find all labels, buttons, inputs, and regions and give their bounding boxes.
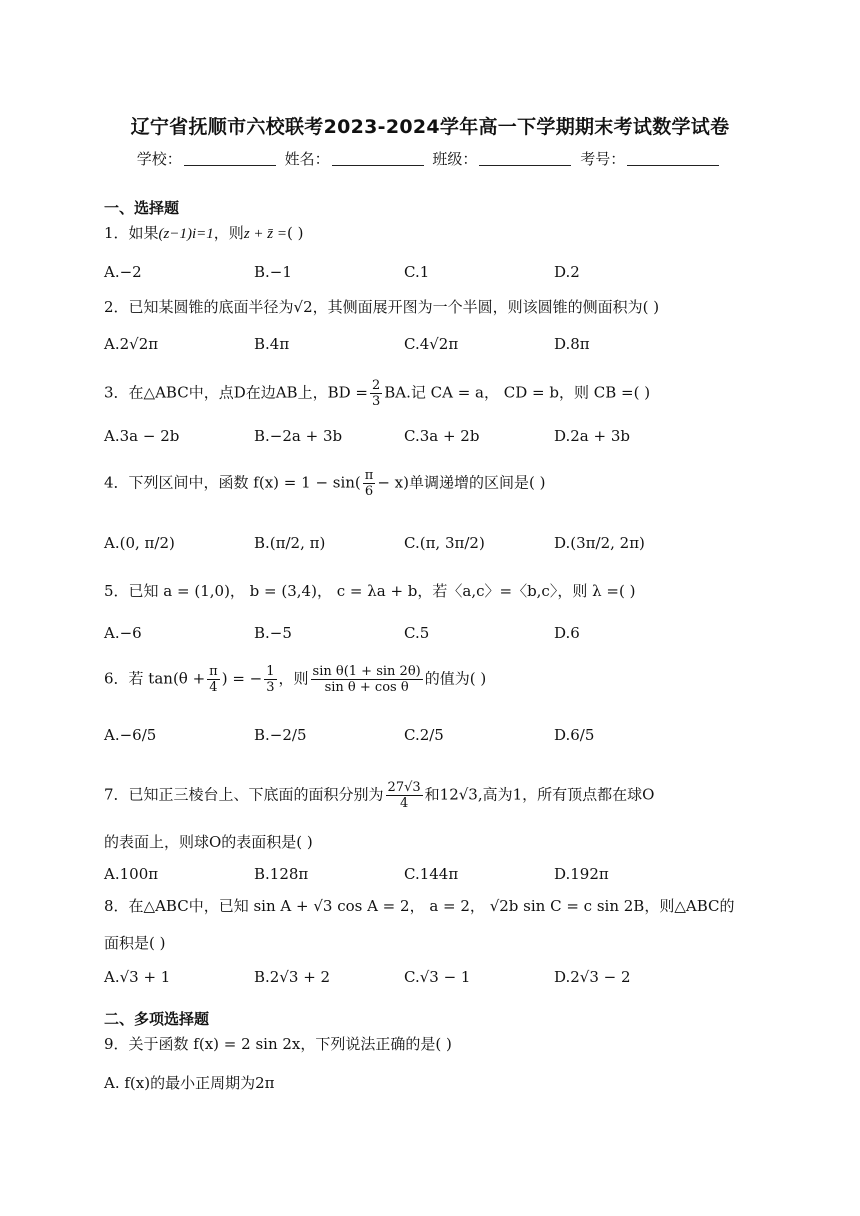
q8-option-a[interactable]: A.√3 + 1 bbox=[104, 968, 171, 986]
q7-option-a[interactable]: A.100π bbox=[104, 865, 159, 883]
question-4 bbox=[104, 468, 545, 499]
question-8: 8．在△ABC中，已知 sin A + √3 cos A = 2， a = 2， √2b sin C = c sin 2B，则△ABC的 bbox=[104, 897, 735, 915]
q1-option-d[interactable]: D.2 bbox=[554, 263, 580, 281]
q5-option-a[interactable]: A.−6 bbox=[104, 624, 142, 642]
q1-expr: (z−1)i=1 bbox=[158, 226, 214, 242]
q4-option-d[interactable]: D.(3π/2, 2π) bbox=[554, 534, 645, 552]
question-6 bbox=[104, 664, 486, 695]
q6-frac1-num: π bbox=[209, 664, 218, 679]
q4-frac-num: π bbox=[364, 468, 374, 483]
q1-option-c[interactable]: C.1 bbox=[404, 263, 430, 281]
q1-end: ( ) bbox=[286, 224, 304, 242]
q6-frac3-num: sin θ(1 + sin 2θ) bbox=[312, 664, 421, 679]
q7-option-b[interactable]: B.128π bbox=[254, 865, 309, 883]
q7-frac-num: 27√3 bbox=[387, 780, 421, 795]
q1-pre: 1．如果 bbox=[104, 224, 159, 242]
section-heading-2: 二、多项选择题 bbox=[104, 1010, 210, 1028]
q2-option-b[interactable]: B.4π bbox=[254, 335, 290, 353]
q5-option-d[interactable]: D.6 bbox=[554, 624, 580, 642]
q1-option-a[interactable]: A.−2 bbox=[104, 263, 142, 281]
school-label: 学校： bbox=[136, 150, 182, 168]
class-label: 班级： bbox=[432, 150, 478, 168]
q7-pre: 7．已知正三棱台上、下底面的面积分别为 bbox=[104, 785, 384, 804]
q6-fraction-1 bbox=[207, 664, 220, 695]
q3-option-a[interactable]: A.3a − 2b bbox=[104, 427, 180, 445]
q6-frac2-num: 1 bbox=[266, 664, 275, 679]
q6-fraction-3 bbox=[311, 664, 423, 695]
q6-option-a[interactable]: A.−6/5 bbox=[104, 726, 157, 744]
q6-pre: 6．若 tan(θ + bbox=[104, 669, 206, 688]
q8-option-d[interactable]: D.2√3 − 2 bbox=[554, 968, 631, 986]
school-blank[interactable] bbox=[184, 151, 276, 166]
document-title: 辽宁省抚顺市六校联考2023-2024学年高一下学期期末考试数学试卷 bbox=[130, 116, 730, 138]
q4-post: − x)单调递增的区间是( ) bbox=[377, 473, 546, 492]
q5-option-b[interactable]: B.−5 bbox=[254, 624, 292, 642]
name-label: 姓名： bbox=[284, 150, 330, 168]
q6-fraction-2 bbox=[264, 664, 276, 695]
question-2: 2．已知某圆锥的底面半径为√2，其侧面展开图为一个半圆，则该圆锥的侧面积为( ) bbox=[104, 298, 660, 316]
q2-option-a[interactable]: A.2√2π bbox=[104, 335, 159, 353]
q2-option-d[interactable]: D.8π bbox=[554, 335, 590, 353]
number-label: 考号： bbox=[580, 150, 626, 168]
q6-post: 的值为( ) bbox=[424, 669, 487, 688]
q2-option-c[interactable]: C.4√2π bbox=[404, 335, 459, 353]
q8-option-c[interactable]: C.√3 − 1 bbox=[404, 968, 471, 986]
q4-pre: 4．下列区间中，函数 f(x) = 1 − sin( bbox=[104, 473, 361, 492]
q4-option-b[interactable]: B.(π/2, π) bbox=[254, 534, 326, 552]
q7-option-c[interactable]: C.144π bbox=[404, 865, 459, 883]
q9-option-a[interactable]: A. f(x)的最小正周期为2π bbox=[104, 1074, 275, 1092]
q6-frac1-den: 4 bbox=[209, 680, 218, 695]
q5-option-c[interactable]: C.5 bbox=[404, 624, 430, 642]
q6-frac2-den: 3 bbox=[266, 680, 275, 695]
q8-option-b[interactable]: B.2√3 + 2 bbox=[254, 968, 331, 986]
q7-frac-den: 4 bbox=[399, 796, 409, 811]
question-9: 9．关于函数 f(x) = 2 sin 2x，下列说法正确的是( ) bbox=[104, 1035, 452, 1053]
q3-frac-num: 2 bbox=[371, 378, 381, 393]
q4-option-a[interactable]: A.(0, π/2) bbox=[104, 534, 175, 552]
question-5: 5．已知 a = (1,0)， b = (3,4)， c = λa + b，若〈a,c〉=〈b,c〉，则 λ =( ) bbox=[104, 582, 636, 600]
class-blank[interactable] bbox=[479, 151, 571, 166]
q3-option-b[interactable]: B.−2a + 3b bbox=[254, 427, 343, 445]
q3-option-d[interactable]: D.2a + 3b bbox=[554, 427, 630, 445]
q6-option-c[interactable]: C.2/5 bbox=[404, 726, 444, 744]
q1-mid: ，则 bbox=[213, 224, 244, 242]
q3-frac-den: 3 bbox=[371, 394, 381, 409]
q3-option-c[interactable]: C.3a + 2b bbox=[404, 427, 480, 445]
question-7 bbox=[104, 780, 654, 811]
q7-option-d[interactable]: D.192π bbox=[554, 865, 609, 883]
question-8-line-2: 面积是( ) bbox=[104, 934, 166, 952]
q3-post: BA.记 CA = a， CD = b，则 CB =( ) bbox=[384, 383, 651, 402]
question-7-line-2: 的表面上，则球O的表面积是( ) bbox=[104, 833, 313, 851]
question-3 bbox=[104, 378, 650, 409]
q6-option-b[interactable]: B.−2/5 bbox=[254, 726, 307, 744]
q6-mid1: ) = − bbox=[221, 669, 263, 688]
q4-option-c[interactable]: C.(π, 3π/2) bbox=[404, 534, 485, 552]
question-1 bbox=[104, 223, 303, 244]
q7-post: 和12√3,高为1，所有顶点都在球O bbox=[424, 785, 655, 804]
q3-fraction bbox=[370, 378, 382, 409]
section-heading-1: 一、选择题 bbox=[104, 199, 180, 217]
q1-option-b[interactable]: B.−1 bbox=[254, 263, 292, 281]
name-blank[interactable] bbox=[332, 151, 424, 166]
q1-expr2: z + z̄ = bbox=[243, 226, 287, 242]
q3-pre: 3．在△ABC中，点D在边AB上，BD = bbox=[104, 383, 368, 402]
q6-frac3-den: sin θ + cos θ bbox=[324, 680, 409, 695]
q6-option-d[interactable]: D.6/5 bbox=[554, 726, 595, 744]
q4-fraction bbox=[363, 468, 376, 499]
number-blank[interactable] bbox=[627, 151, 719, 166]
q7-fraction bbox=[386, 780, 423, 811]
student-info-row bbox=[0, 148, 860, 169]
q4-frac-den: 6 bbox=[364, 484, 374, 499]
q6-mid2: ，则 bbox=[278, 669, 309, 688]
